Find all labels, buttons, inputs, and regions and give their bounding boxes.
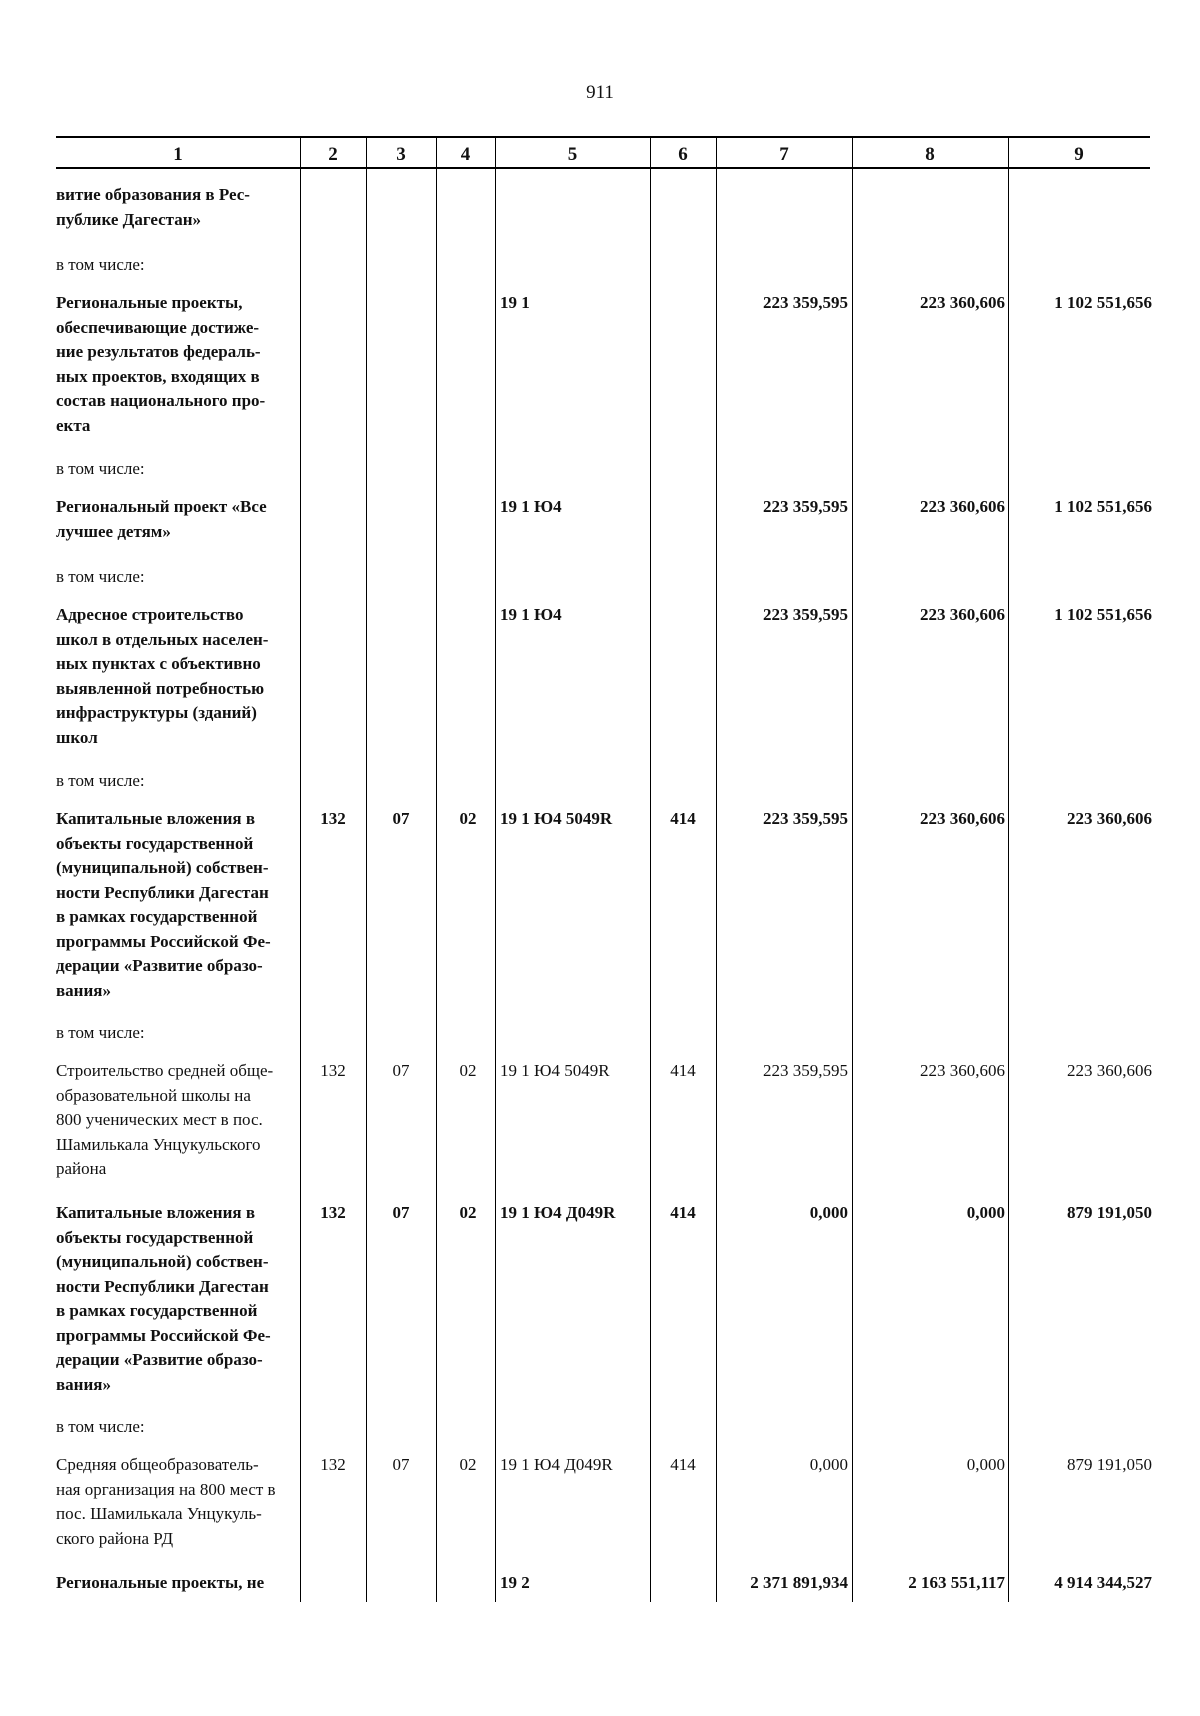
subheading-label: в том числе: — [56, 771, 145, 790]
cell-col-5: 19 1 — [500, 293, 530, 312]
cell-col-6: 414 — [670, 1455, 696, 1474]
cell-col-4: 02 — [459, 1455, 477, 1474]
cell-col-9: 223 360,606 — [1067, 809, 1152, 828]
cell-col-5: 19 1 Ю4 Д049R — [500, 1203, 616, 1222]
cell-col-5: 19 1 Ю4 Д049R — [500, 1455, 613, 1474]
header-col-6: 6 — [678, 144, 688, 165]
column-divider — [366, 138, 367, 1602]
table-top-rule — [56, 136, 1150, 138]
cell-col-9: 4 914 344,527 — [1054, 1573, 1152, 1592]
cell-col-8: 0,000 — [966, 1203, 1005, 1222]
page-number: 911 — [586, 82, 614, 103]
cell-col-3: 07 — [392, 809, 410, 828]
header-col-5: 5 — [567, 144, 578, 165]
cell-col-9: 879 191,050 — [1067, 1455, 1152, 1474]
row-description: витие образования в Рес- публике Дагестан» — [56, 185, 250, 229]
cell-col-7: 2 371 891,934 — [750, 1573, 848, 1592]
column-divider — [716, 138, 717, 1602]
row-description: Капитальные вложения в объекты государственной (муниципальной) собствен- ности Республики Дагестан в рамках государственной программы Российской Фе- дерации «Развитие образо- вания» — [56, 1203, 271, 1394]
column-divider — [650, 138, 651, 1602]
cell-col-8: 223 360,606 — [920, 293, 1005, 312]
cell-col-8: 0,000 — [966, 1455, 1005, 1474]
row-description: Капитальные вложения в объекты государственной (муниципальной) собствен- ности Республики Дагестан в рамках государственной программы Российской Фе- дерации «Развитие образо- вания» — [56, 809, 271, 1000]
cell-col-7: 223 359,595 — [763, 497, 848, 516]
cell-col-7: 223 359,595 — [763, 293, 848, 312]
cell-col-7: 223 359,595 — [763, 605, 848, 624]
cell-col-4: 02 — [459, 1203, 477, 1222]
header-col-4: 4 — [460, 144, 471, 165]
subheading-label: в том числе: — [56, 459, 145, 478]
subheading-label: в том числе: — [56, 255, 145, 274]
cell-col-4: 02 — [459, 1061, 477, 1080]
subheading-label: в том числе: — [56, 1417, 145, 1436]
cell-col-2: 132 — [320, 809, 346, 828]
column-divider — [1008, 138, 1009, 1602]
cell-col-7: 0,000 — [809, 1203, 848, 1222]
cell-col-9: 1 102 551,656 — [1054, 293, 1152, 312]
cell-col-8: 223 360,606 — [920, 605, 1005, 624]
cell-col-3: 07 — [392, 1061, 410, 1080]
cell-col-2: 132 — [320, 1203, 346, 1222]
cell-col-8: 223 360,606 — [920, 497, 1005, 516]
cell-col-3: 07 — [392, 1203, 410, 1222]
cell-col-7: 0,000 — [809, 1455, 848, 1474]
header-col-8: 8 — [925, 144, 935, 165]
header-col-3: 3 — [396, 144, 406, 165]
row-description: Строительство средней обще- образовательной школы на 800 ученических мест в пос. Шамилькала Унцукульского района — [56, 1061, 274, 1178]
cell-col-5: 19 1 Ю4 5049R — [500, 1061, 610, 1080]
cell-col-8: 223 360,606 — [920, 809, 1005, 828]
column-divider — [300, 138, 301, 1602]
cell-col-6: 414 — [670, 1061, 696, 1080]
header-col-9: 9 — [1074, 144, 1084, 165]
subheading-label: в том числе: — [56, 567, 145, 586]
cell-col-5: 19 2 — [500, 1573, 530, 1592]
cell-col-9: 1 102 551,656 — [1054, 605, 1152, 624]
row-description: Региональные проекты, не — [56, 1573, 265, 1592]
subheading-label: в том числе: — [56, 1023, 145, 1042]
header-col-2: 2 — [328, 144, 338, 165]
header-col-7: 7 — [779, 144, 789, 165]
row-description: Адресное строительство школ в отдельных населен- ных пунктах с объективно выявленной потребностью инфраструктуры (зданий) школ — [56, 605, 269, 747]
cell-col-2: 132 — [320, 1455, 346, 1474]
cell-col-4: 02 — [459, 809, 477, 828]
cell-col-6: 414 — [670, 809, 696, 828]
row-description: Средняя общеобразователь- ная организация на 800 мест в пос. Шамилькала Унцукуль- ского района РД — [56, 1455, 276, 1548]
cell-col-7: 223 359,595 — [763, 809, 848, 828]
cell-col-5: 19 1 Ю4 — [500, 605, 562, 624]
cell-col-5: 19 1 Ю4 — [500, 497, 562, 516]
cell-col-5: 19 1 Ю4 5049R — [500, 809, 613, 828]
column-divider — [495, 138, 496, 1602]
cell-col-9: 223 360,606 — [1067, 1061, 1152, 1080]
cell-col-2: 132 — [320, 1061, 346, 1080]
cell-col-7: 223 359,595 — [763, 1061, 848, 1080]
row-description: Региональный проект «Все лучшее детям» — [56, 497, 267, 541]
row-description: Региональные проекты, обеспечивающие достиже- ние результатов федераль- ных проектов, входящих в состав национального про- екта — [56, 293, 266, 435]
cell-col-3: 07 — [392, 1455, 410, 1474]
cell-col-8: 223 360,606 — [920, 1061, 1005, 1080]
header-col-1: 1 — [173, 144, 183, 165]
cell-col-6: 414 — [670, 1203, 696, 1222]
cell-col-8: 2 163 551,117 — [908, 1573, 1005, 1592]
column-divider — [852, 138, 853, 1602]
column-divider — [436, 138, 437, 1602]
cell-col-9: 879 191,050 — [1067, 1203, 1152, 1222]
cell-col-9: 1 102 551,656 — [1054, 497, 1152, 516]
